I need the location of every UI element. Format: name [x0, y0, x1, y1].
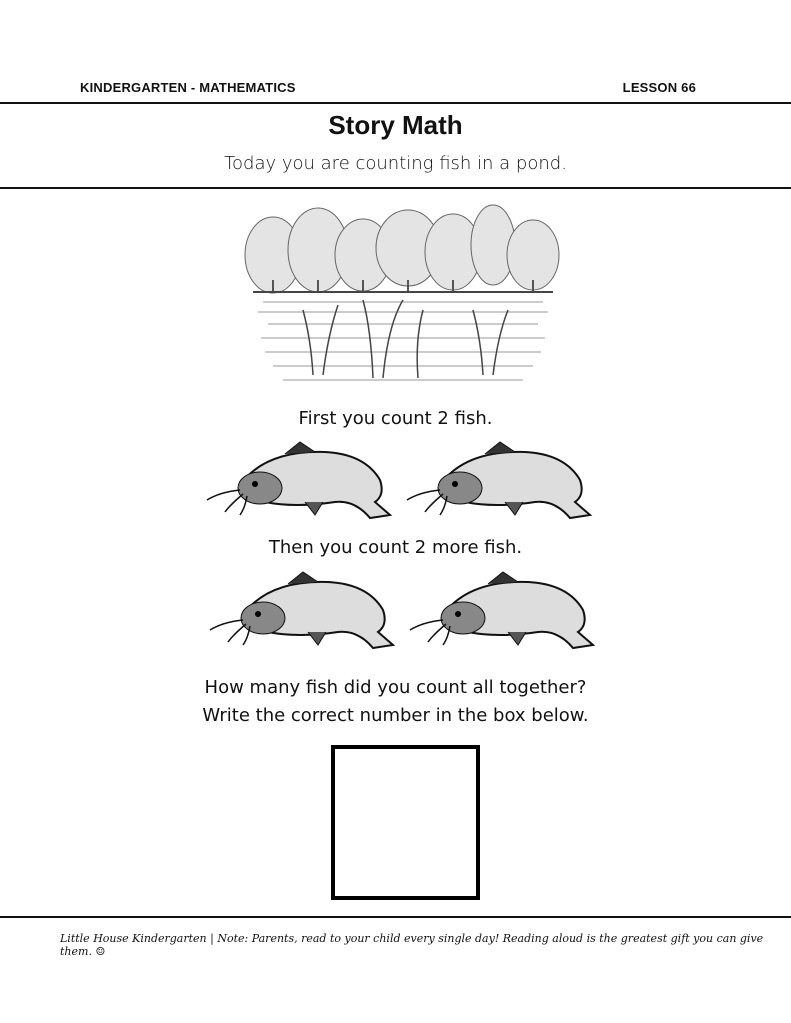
intro-text: Today you are counting fish in a pond. [224, 153, 567, 174]
page-title: Story Math [328, 110, 463, 140]
lesson-label: LESSON 66 [622, 80, 696, 95]
first-count-text: First you count 2 fish. [298, 408, 493, 429]
divider [0, 916, 791, 918]
divider [0, 102, 791, 104]
pond-illustration [243, 200, 563, 405]
divider [0, 187, 791, 189]
footer-note: Little House Kindergarten | Note: Parents, read to your child every single day! Reading aloud is the greatest gift you can give them. ☺ [60, 932, 764, 958]
fish-image [208, 570, 398, 655]
then-count-text: Then you count 2 more fish. [268, 537, 523, 558]
answer-box[interactable] [331, 745, 480, 900]
subject-label: KINDERGARTEN - MATHEMATICS [80, 80, 296, 95]
instruction-text: Write the correct number in the box below. [202, 705, 589, 726]
fish-image [408, 570, 598, 655]
fish-image [205, 440, 395, 525]
question-text: How many fish did you count all together? [204, 677, 587, 698]
fish-image [405, 440, 595, 525]
